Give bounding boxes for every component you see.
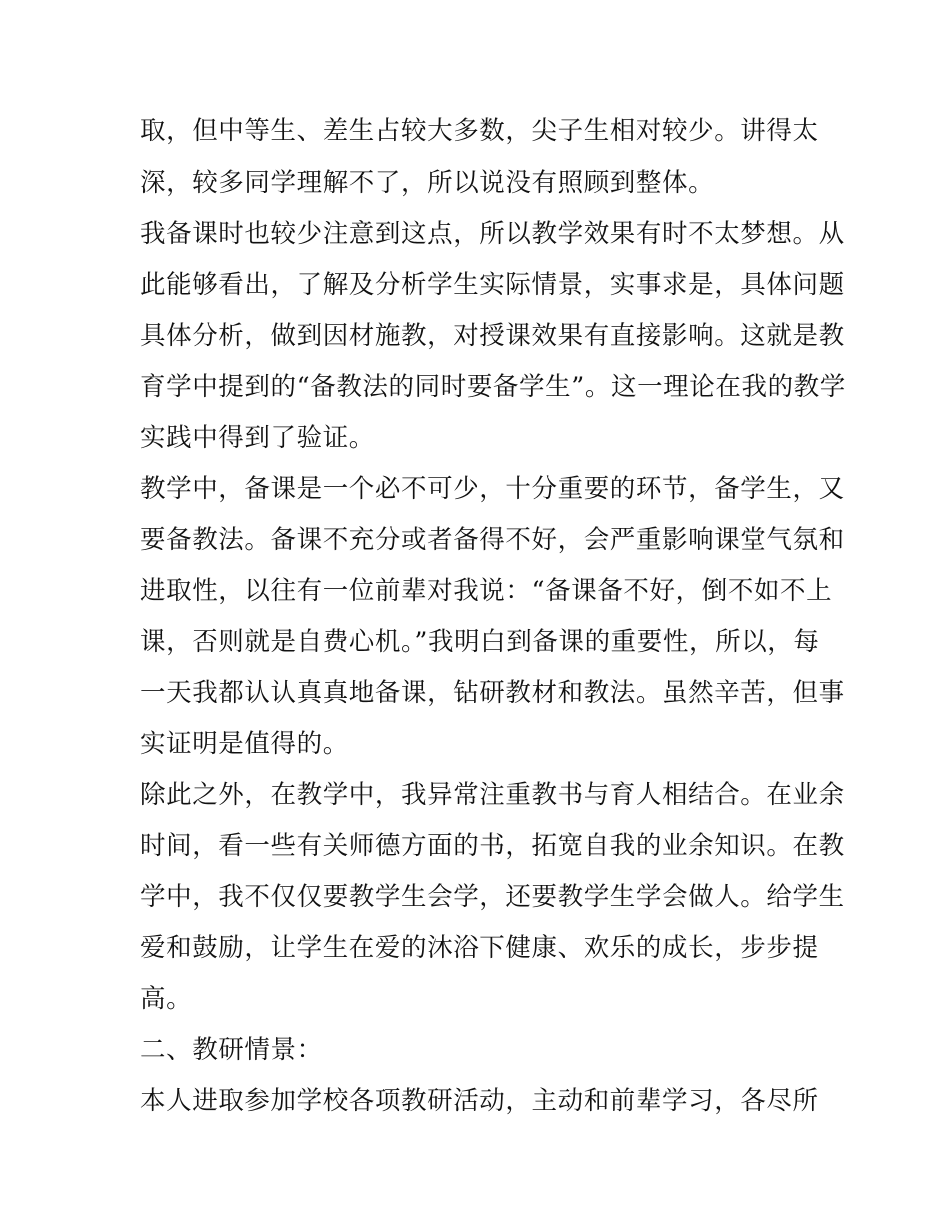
text-line: 除此之外，在教学中，我异常注重教书与育人相结合。在业余: [140, 780, 845, 810]
text-line: 进取性，以往有一位前辈对我说：“备课备不好，倒不如不上: [140, 576, 833, 606]
text-line: 此能够看出，了解及分析学生实际情景，实事求是，具体问题: [140, 270, 845, 300]
text-line: 具体分析，做到因材施教，对授课效果有直接影响。这就是教: [140, 321, 845, 351]
text-line: 实证明是值得的。: [140, 729, 349, 759]
text-line: 学中，我不仅仅要教学生会学，还要教学生学会做人。给学生: [140, 882, 845, 912]
text-line: 时间，看一些有关师德方面的书，拓宽自我的业余知识。在教: [140, 831, 845, 861]
text-line: 我备课时也较少注意到这点，所以教学效果有时不太梦想。从: [140, 219, 845, 249]
text-line: 一天我都认认真真地备课，钻研教材和教法。虽然辛苦，但事: [140, 678, 845, 708]
text-line: 课，否则就是自费心机。”我明白到备课的重要性，所以，每: [140, 627, 820, 657]
text-line: 取，但中等生、差生占较大多数，尖子生相对较少。讲得太: [140, 116, 819, 146]
text-line: 育学中提到的“备教法的同时要备学生”。这一理论在我的教学: [140, 372, 846, 402]
text-line: 高。: [140, 984, 193, 1014]
text-line: 爱和鼓励，让学生在爱的沐浴下健康、欢乐的成长，步步提: [140, 933, 819, 963]
text-line: 本人进取参加学校各项教研活动，主动和前辈学习，各尽所: [140, 1086, 819, 1116]
text-line: 教学中，备课是一个必不可少，十分重要的环节，备学生，又: [140, 474, 845, 504]
section-heading: 二、教研情景：: [140, 1035, 323, 1065]
text-line: 深，较多同学理解不了，所以说没有照顾到整体。: [140, 168, 715, 198]
text-line: 实践中得到了验证。: [140, 423, 375, 453]
text-line: 要备教法。备课不充分或者备得不好，会严重影响课堂气氛和: [140, 525, 845, 555]
